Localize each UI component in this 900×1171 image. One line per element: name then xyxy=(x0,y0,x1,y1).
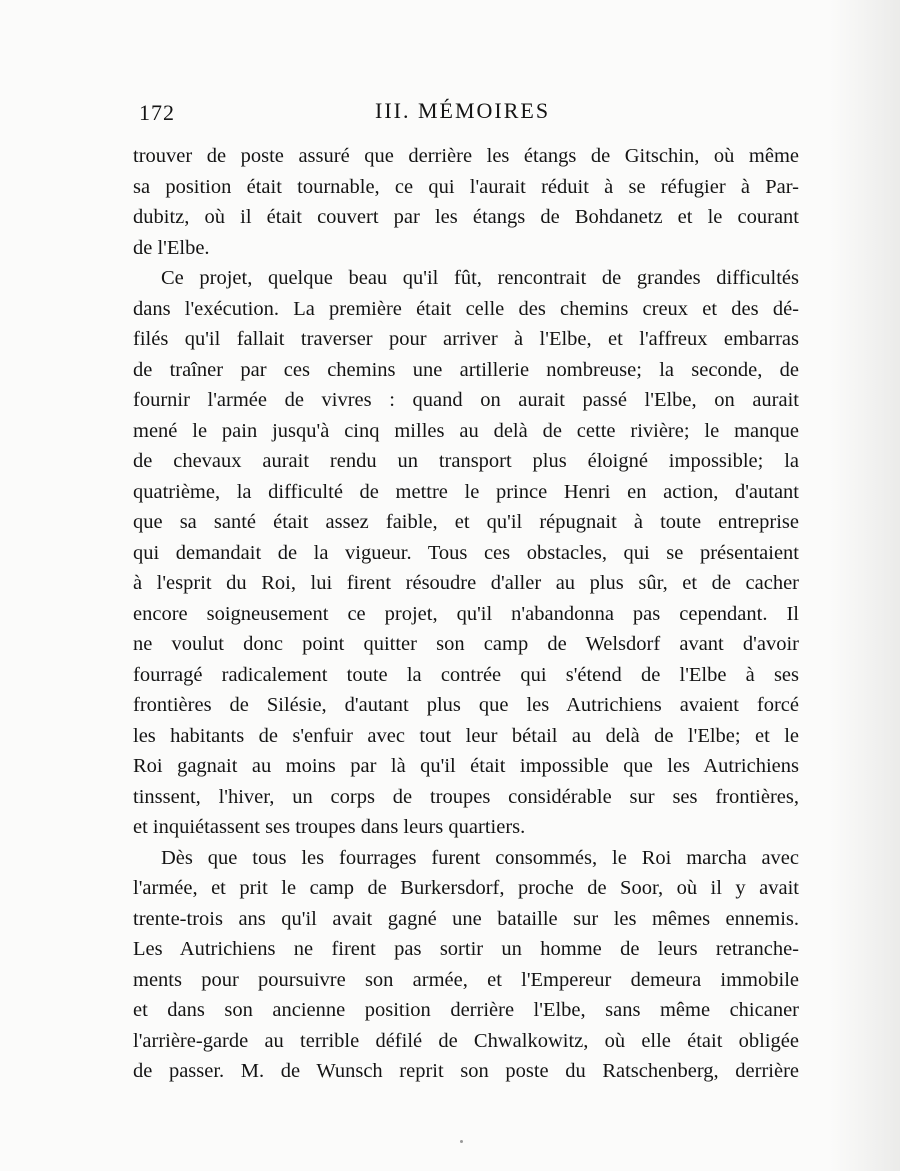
text-line: Dès que tous les fourrages furent consommés, le Roi marcha avec xyxy=(161,846,799,869)
body-text xyxy=(133,141,799,1087)
text-line: et inquiétassent ses troupes dans leurs quartiers. xyxy=(133,816,526,838)
running-title: III. MÉMOIRES xyxy=(375,98,551,123)
text-line: Ce projet, quelque beau qu'il fût, rencontrait de grandes difficultés xyxy=(161,267,799,289)
text-line: de l'Elbe. xyxy=(133,236,210,259)
page-edge-shadow xyxy=(830,0,900,1171)
text-line: dubitz, où il était couvert par les étangs de Bohdanetz et le courant xyxy=(133,206,799,228)
text-line: encore soigneusement ce projet, qu'il n'abandonna pas cependant. Il xyxy=(133,602,799,625)
text-line: frontières de Silésie, d'autant plus que les Autrichiens avaient forcé xyxy=(133,694,799,716)
text-line: de passer. M. de Wunsch reprit son poste du Ratschenberg, derrière xyxy=(133,1060,799,1082)
text-line: l'arrière-garde au terrible défilé de Chwalkowitz, où elle était obligée xyxy=(133,1029,799,1052)
text-line: mené le pain jusqu'à cinq milles au delà de cette rivière; le manque xyxy=(133,419,799,442)
page-number: 172 xyxy=(139,100,175,125)
text-line: Les Autrichiens ne firent pas sortir un homme de leurs retranche- xyxy=(133,938,799,960)
text-line: tinssent, l'hiver, un corps de troupes considérable sur ses frontières, xyxy=(133,785,799,808)
text-line: les habitants de s'enfuir avec tout leur bétail au delà de l'Elbe; et le xyxy=(133,724,799,747)
text-line: l'armée, et prit le camp de Burkersdorf, proche de Soor, où il y avait xyxy=(133,877,799,899)
text-line: trouver de poste assuré que derrière les étangs de Gitschin, où même xyxy=(133,145,799,167)
text-line: quatrième, la difficulté de mettre le prince Henri en action, d'autant xyxy=(133,480,799,503)
text-line: ments pour poursuivre son armée, et l'Empereur demeura immobile xyxy=(133,968,799,991)
text-line: trente-trois ans qu'il avait gagné une bataille sur les mêmes ennemis. xyxy=(133,907,799,930)
text-line: et dans son ancienne position derrière l'Elbe, sans même chicaner xyxy=(133,999,799,1021)
text-line: que sa santé était assez faible, et qu'il répugnait à toute entreprise xyxy=(133,511,799,533)
text-line: filés qu'il fallait traverser pour arriver à l'Elbe, et l'affreux embarras xyxy=(133,328,799,350)
text-line: de traîner par ces chemins une artillerie nombreuse; la seconde, de xyxy=(133,358,799,381)
text-line: dans l'exécution. La première était celle des chemins creux et des dé- xyxy=(133,297,799,320)
text-line: fournir l'armée de vivres : quand on aurait passé l'Elbe, on aurait xyxy=(133,389,799,411)
text-line: sa position était tournable, ce qui l'aurait réduit à se réfugier à Par- xyxy=(133,175,799,198)
text-line: à l'esprit du Roi, lui firent résoudre d'aller au plus sûr, et de cacher xyxy=(133,572,799,594)
text-line: qui demandait de la vigueur. Tous ces obstacles, qui se présentaient xyxy=(133,541,799,564)
text-line: ne voulut donc point quitter son camp de Welsdorf avant d'avoir xyxy=(133,633,799,655)
text-line: fourragé radicalement toute la contrée qui s'étend de l'Elbe à ses xyxy=(133,663,799,686)
text-line: Roi gagnait au moins par là qu'il était impossible que les Autrichiens xyxy=(133,755,799,777)
text-line: de chevaux aurait rendu un transport plus éloigné impossible; la xyxy=(133,450,799,472)
paper-speck xyxy=(460,1140,463,1143)
